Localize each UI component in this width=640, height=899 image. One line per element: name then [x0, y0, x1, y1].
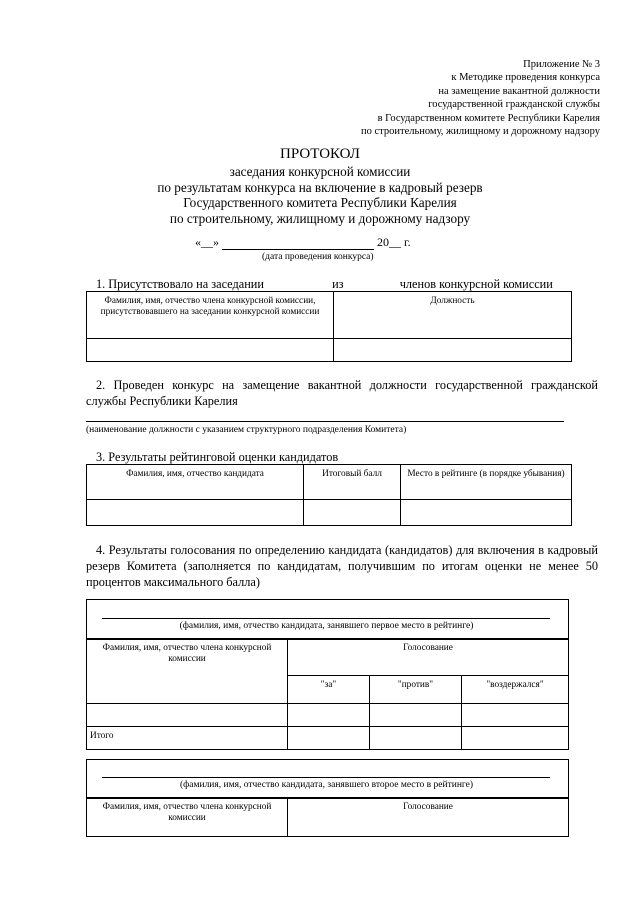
date-line [195, 235, 411, 250]
subtitle-line: по строительному, жилищному и дорожному надзору [169, 210, 471, 226]
total-row-label: Итого [87, 727, 288, 750]
section3-col-rank: Место в рейтинге (в порядке убывания) [401, 465, 572, 500]
table-cell[interactable] [288, 727, 370, 750]
table-row [87, 639, 569, 676]
table-row [87, 704, 569, 727]
section2-blank-line [86, 421, 564, 422]
table-row [87, 339, 572, 362]
table-row [87, 500, 572, 526]
voting-col-member: Фамилия, имя, отчество члена конкурсной комиссии [87, 798, 288, 837]
table-cell[interactable] [288, 704, 370, 727]
section1-col-position: Должность [334, 292, 572, 339]
voting-col-member: Фамилия, имя, отчество члена конкурсной комиссии [87, 639, 288, 704]
appendix-line: на замещение вакантной должности [438, 85, 600, 97]
section1-table [86, 291, 572, 362]
document-heading: ПРОТОКОЛ [280, 146, 360, 162]
vote-against-header: "против" [370, 675, 462, 703]
section3-table [86, 464, 572, 526]
section4-text: 4. Результаты голосования по определению кандидата (кандидатов) для включения в кадровый резерв Комитета (заполняется по кандидатам, получившим по итогам оценки не менее 50 процентов максимального балла) [86, 543, 598, 589]
appendix-line: к Методике проведения конкурса [451, 72, 600, 84]
table-cell[interactable] [401, 500, 572, 526]
appendix-line: по строительному, жилищному и дорожному надзору [360, 126, 600, 138]
section1-text-before: 1. Присутствовало на заседании [96, 277, 264, 291]
date-year: 20__ г. [377, 235, 411, 249]
table-row [87, 798, 569, 837]
table-cell[interactable] [87, 339, 334, 362]
subtitle-line: по результатам конкурса на включение в кадровый резерв [157, 179, 483, 195]
subtitle-line: Государственного комитета Республики Карелия [183, 195, 457, 211]
second-candidate-caption: (фамилия, имя, отчество кандидата, занявшего второе место в рейтинге) [179, 780, 474, 790]
subtitle-line: заседания конкурсной комиссии [229, 164, 411, 179]
appendix-line: в Государственном комитете Республики Карелия [377, 112, 600, 124]
section2-text: 2. Проведен конкурс на замещение вакантной должности государственной гражданской службы Республики Карелия [86, 378, 598, 408]
table-cell[interactable] [334, 339, 572, 362]
section3-col-candidate: Фамилия, имя, отчество кандидата [87, 465, 304, 500]
section1-col-member: Фамилия, имя, отчество члена конкурсной комиссии, присутствовавшего на заседании конкурсной комиссии [87, 292, 334, 339]
first-candidate-caption: (фамилия, имя, отчество кандидата, занявшего первое место в рейтинге) [179, 621, 474, 631]
second-candidate-blank-line [102, 777, 550, 778]
table-cell[interactable] [462, 704, 569, 727]
first-candidate-box [86, 599, 569, 640]
document-subtitle [0, 164, 640, 226]
table-cell[interactable] [87, 704, 288, 727]
table-cell[interactable] [370, 704, 462, 727]
second-candidate-box [86, 759, 569, 799]
date-caption: (дата проведения конкурса) [262, 252, 374, 262]
section1-line [86, 276, 598, 292]
table-cell[interactable] [304, 500, 401, 526]
date-day: «__» [195, 235, 219, 249]
section1-text-after: членов конкурсной комиссии [399, 277, 553, 291]
vote-abstain-header: "воздержался" [462, 675, 569, 703]
table-row [87, 727, 569, 750]
table-cell[interactable] [370, 727, 462, 750]
vote-for-header: "за" [288, 675, 370, 703]
table-row [87, 465, 572, 500]
table-cell[interactable] [87, 500, 304, 526]
section1-text-mid: из [332, 277, 344, 291]
table-row [87, 292, 572, 339]
voting-col-header: Голосование [288, 639, 569, 676]
section3-label: 3. Результаты рейтинговой оценки кандидатов [96, 450, 339, 464]
first-voting-table [86, 638, 569, 750]
second-voting-table [86, 797, 569, 837]
appendix-line: государственной гражданской службы [428, 99, 600, 111]
section2-caption: (наименование должности с указанием структурного подразделения Комитета) [86, 425, 407, 435]
appendix-line: Приложение № 3 [523, 59, 600, 70]
first-candidate-blank-line [102, 618, 550, 619]
voting-col-header: Голосование [288, 798, 569, 837]
section3-text [86, 449, 598, 465]
date-month-blank [222, 237, 374, 250]
table-cell[interactable] [462, 727, 569, 750]
appendix-block [361, 58, 600, 138]
section3-col-score: Итоговый балл [304, 465, 401, 500]
